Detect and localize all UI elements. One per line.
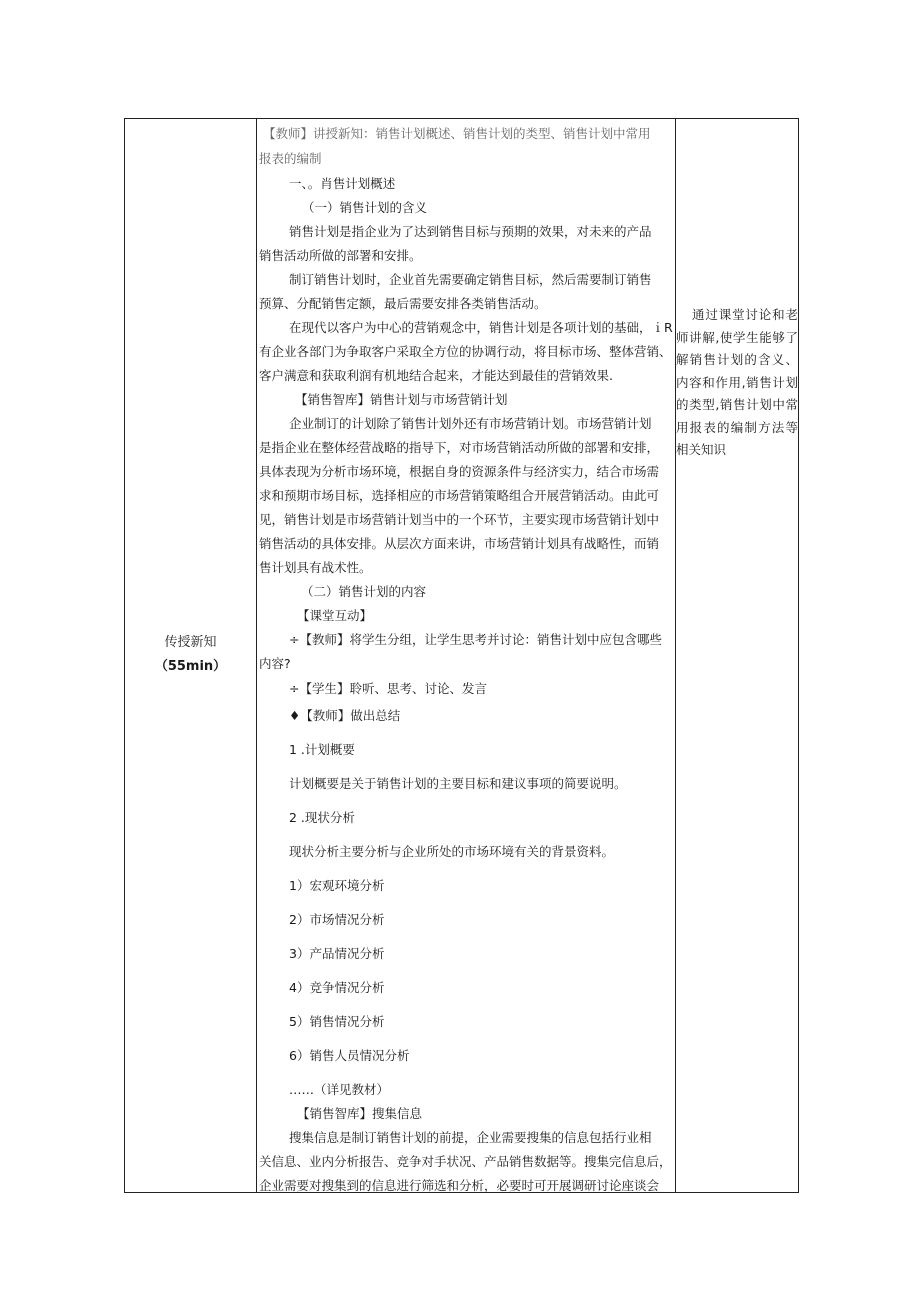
content-line: 搜集信息是制订销售计划的前提，企业需要搜集的信息包括行业相 [289,1130,652,1145]
content-line: 1 .计划概要 [289,742,355,757]
content-line: 关信息、业内分析报告、竞争对手状况、产品销售数据等。搜集完信息后， [259,1154,672,1169]
lesson-table [124,118,799,1193]
content-line: 企业需要对搜集到的信息进行筛选和分析，必要时可开展调研讨论座谈会 [259,1178,660,1192]
content-line: 现状分析主要分析与企业所处的市场环境有关的背景资料。 [289,844,615,859]
content-line: 2）市场情况分析 [289,912,385,927]
content-line: ÷【教师】将学生分组，让学生思考并讨论：销售计划中应包含哪些 [289,632,662,647]
content-line: 制订销售计划时，企业首先需要确定销售目标，然后需要制订销售 [289,272,652,287]
content-line: （二）销售计划的内容 [301,584,427,599]
objective-column [676,119,799,1192]
stage-cell [125,631,256,679]
content-column [257,119,675,1192]
content-line: 预算、分配销售定额，最后需要安排各类销售活动。 [259,296,547,311]
content-line: 【教师】讲授新知：销售计划概述、销售计划的类型、销售计划中常用 [263,126,651,141]
content-line: 3）产品情况分析 [289,946,385,961]
content-line: 客户满意和获取利润有机地结合起来，才能达到最佳的营销效果. [259,368,613,383]
content-line: 2 .现状分析 [289,810,355,825]
content-line: 计划概要是关于销售计划的主要目标和建议事项的简要说明。 [289,776,627,791]
content-line: 6）销售人员情况分析 [289,1048,410,1063]
content-line: 一、。肖售计划概述 [289,176,396,191]
content-line: 4）竞争情况分析 [289,980,385,995]
content-line: 售计划具有战术性。 [259,560,372,575]
content-line: 在现代以客户为中心的营销观念中，销售计划是各项计划的基础，ｉR [289,320,673,335]
content-line: 销售活动的具体安排。从层次方面来讲，市场营销计划具有战略性，而销 [259,536,660,551]
content-line: 1）宏观环境分析 [289,878,385,893]
content-line: 见，销售计划是市场营销计划当中的一个环节，主要实现市场营销计划中 [259,512,660,527]
content-line: 【销售智库】搜集信息 [297,1106,423,1121]
content-line: 【课堂互动】 [297,608,373,623]
content-line: 销售计划是指企业为了达到销售目标与预期的效果，对未来的产品 [289,224,652,239]
content-line: 5）销售情况分析 [289,1014,385,1029]
content-line: 报表的编制 [259,151,322,166]
content-line: 企业制订的计划除了销售计划外还有市场营销计划。市场营销计划 [289,416,652,431]
stage-duration: （55min） [154,659,227,674]
content-line: ♦【教师】做出总结 [289,708,401,723]
content-line: 有企业各部门为争取客户采取全方位的协调行动，将目标市场、整体营销、 [259,344,672,359]
content-line: 是指企业在整体经营战略的指导下，对市场营销活动所做的部署和安排， [259,440,660,455]
objective-note: 通过课堂讨论和老师讲解,使学生能够了解销售计划的含义、内容和作用,销售计划的类型,销售计划中常用报表的编制方法等相关知识 [676,307,798,457]
stage-column [125,119,256,1192]
content-line: ÷【学生】聆听、思考、讨论、发言 [289,681,487,696]
content-line: 内容? [259,656,291,671]
content-line: 具体表现为分析市场环境，根据自身的资源条件与经济实力，结合市场需 [259,464,660,479]
content-line: 求和预期市场目标，选择相应的市场营销策略组合开展营销活动。由此可 [259,488,660,503]
stage-title: 传授新知 [164,635,217,650]
content-line: 销售活动所做的部署和安排。 [259,248,422,263]
content-line: 【销售智库】销售计划与市场营销计划 [295,392,508,407]
content-line: （一）销售计划的含义 [302,200,428,215]
content-line: ……（详见教材） [289,1082,390,1097]
